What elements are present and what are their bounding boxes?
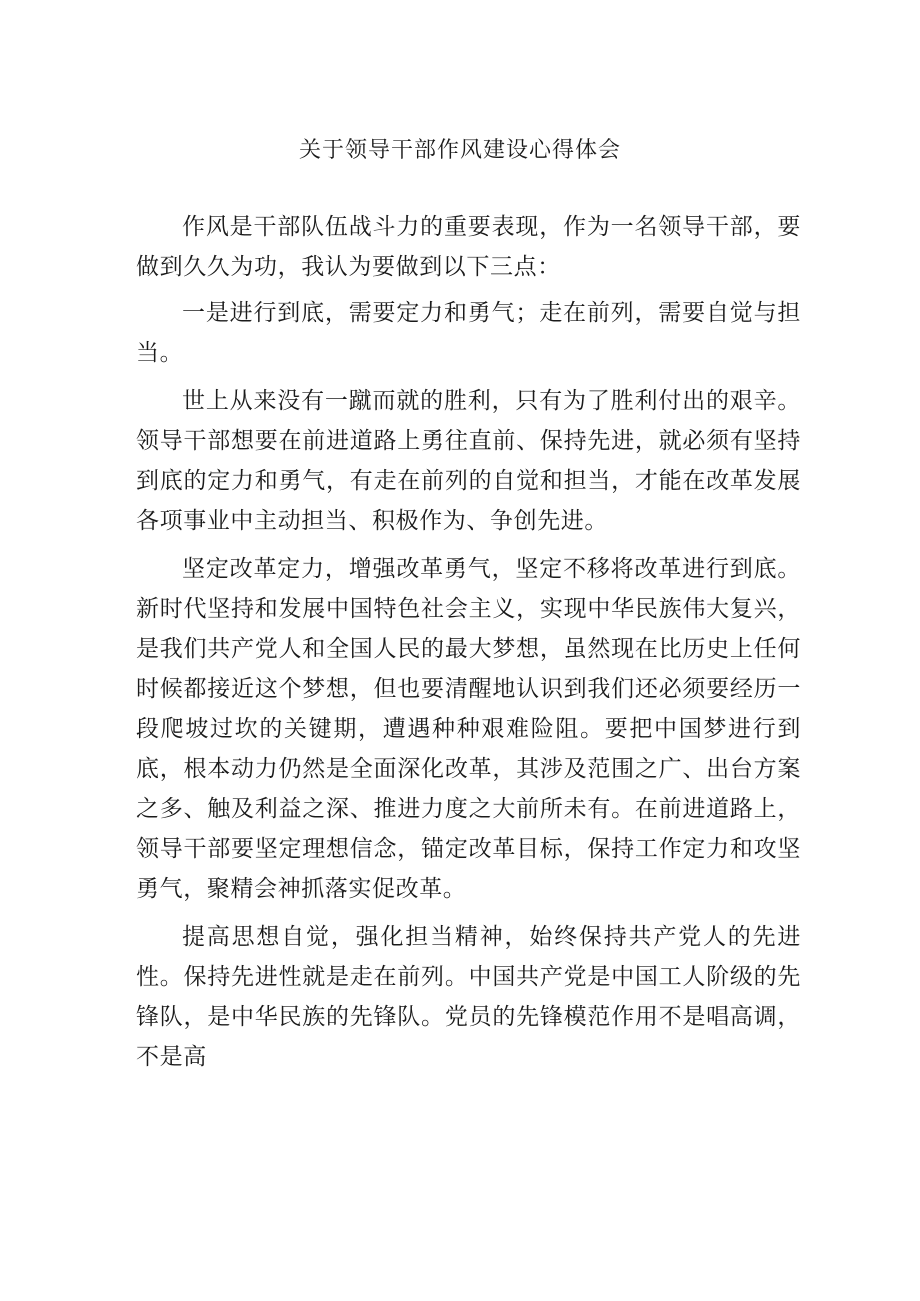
paragraph-reform: 坚定改革定力，增强改革勇气，坚定不移将改革进行到底。新时代坚持和发展中国特色社会主义，实现中华民族伟大复兴，是我们共产党人和全国人民的最大梦想，虽然现在比历史上任何时候都接近这个梦想，但也要清醒地认识到我们还必须要经历一段爬坡过坎的关键期，遭遇种种艰难险阻。要把中国梦进行到底，根本动力仍然是全面深化改革，其涉及范围之广、出台方案之多、触及利益之深、推进力度之大前所未有。在前进道路上，领导干部要坚定理想信念，锚定改革目标，保持工作定力和攻坚勇气，聚精会神抓落实促改革。: [136, 556, 801, 902]
paragraph-intro: 作风是干部队伍战斗力的重要表现，作为一名领导干部，要做到久久为功，我认为要做到以下三点：: [136, 214, 801, 280]
paragraph-victory: 世上从来没有一蹴而就的胜利，只有为了胜利付出的艰辛。领导干部想要在前进道路上勇往直前、保持先进，就必须有坚持到底的定力和勇气，有走在前列的自觉和担当，才能在改革发展各项事业中主动担当、积极作为、争创先进。: [136, 388, 801, 534]
document-title: 关于领导干部作风建设心得体会: [298, 138, 621, 163]
paragraph-point-one: 一是进行到底，需要定力和勇气；走在前列，需要自觉与担当。: [136, 300, 801, 366]
document-body: [136, 207, 801, 1077]
paragraph-vanguard: 提高思想自觉，强化担当精神，始终保持共产党人的先进性。保持先进性就是走在前列。中国共产党是中国工人阶级的先锋队，是中华民族的先锋队。党员的先锋模范作用不是唱高调，不是高: [136, 924, 801, 1070]
